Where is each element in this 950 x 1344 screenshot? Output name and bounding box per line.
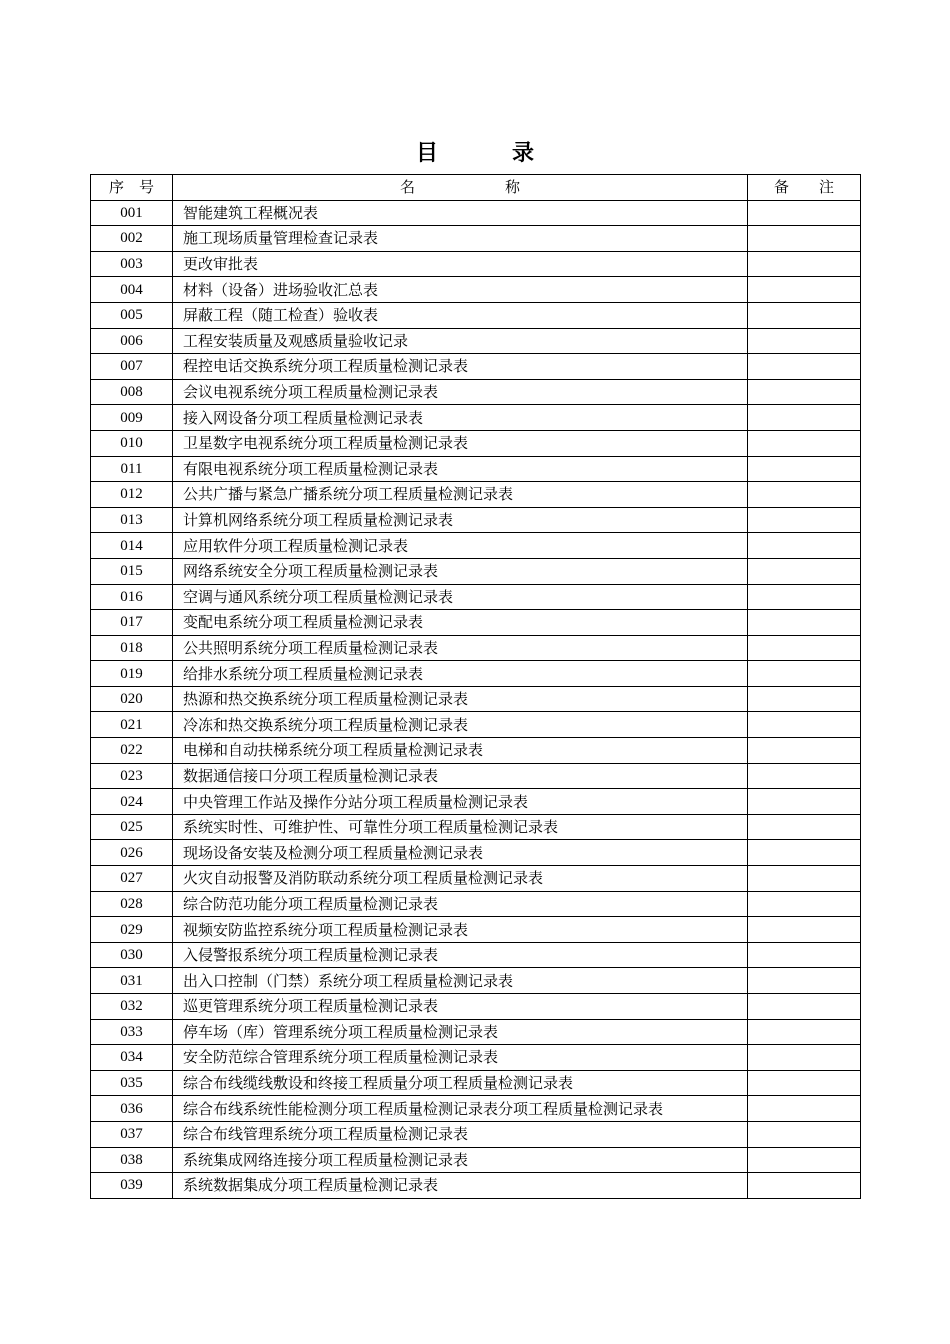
table-row bbox=[91, 456, 861, 482]
row-name: 安全防范综合管理系统分项工程质量检测记录表 bbox=[173, 1045, 748, 1071]
row-name: 现场设备安装及检测分项工程质量检测记录表 bbox=[173, 840, 748, 866]
table-row bbox=[91, 302, 861, 328]
row-name: 公共广播与紧急广播系统分项工程质量检测记录表 bbox=[173, 482, 748, 508]
row-note bbox=[748, 866, 861, 892]
row-note bbox=[748, 200, 861, 226]
row-note bbox=[748, 610, 861, 636]
row-note bbox=[748, 1045, 861, 1071]
row-name: 巡更管理系统分项工程质量检测记录表 bbox=[173, 994, 748, 1020]
row-num: 025 bbox=[91, 814, 173, 840]
table-header-row bbox=[91, 175, 861, 201]
table-row bbox=[91, 328, 861, 354]
table-row bbox=[91, 891, 861, 917]
row-name: 电梯和自动扶梯系统分项工程质量检测记录表 bbox=[173, 738, 748, 764]
table-row bbox=[91, 610, 861, 636]
row-num: 024 bbox=[91, 789, 173, 815]
row-note bbox=[748, 277, 861, 303]
table-row bbox=[91, 1173, 861, 1199]
row-num: 007 bbox=[91, 354, 173, 380]
row-note bbox=[748, 814, 861, 840]
table-row bbox=[91, 533, 861, 559]
row-name: 变配电系统分项工程质量检测记录表 bbox=[173, 610, 748, 636]
row-num: 015 bbox=[91, 558, 173, 584]
table-row bbox=[91, 866, 861, 892]
row-num: 034 bbox=[91, 1045, 173, 1071]
row-note bbox=[748, 251, 861, 277]
header-name: 名 称 bbox=[173, 175, 748, 201]
row-num: 026 bbox=[91, 840, 173, 866]
row-name: 视频安防监控系统分项工程质量检测记录表 bbox=[173, 917, 748, 943]
table-row bbox=[91, 482, 861, 508]
table-row bbox=[91, 430, 861, 456]
row-note bbox=[748, 917, 861, 943]
table-row bbox=[91, 789, 861, 815]
row-name: 入侵警报系统分项工程质量检测记录表 bbox=[173, 942, 748, 968]
row-num: 006 bbox=[91, 328, 173, 354]
row-num: 014 bbox=[91, 533, 173, 559]
row-name: 施工现场质量管理检查记录表 bbox=[173, 226, 748, 252]
row-name: 综合布线缆线敷设和终接工程质量分项工程质量检测记录表 bbox=[173, 1070, 748, 1096]
row-num: 032 bbox=[91, 994, 173, 1020]
row-note bbox=[748, 1096, 861, 1122]
row-note bbox=[748, 686, 861, 712]
row-name: 系统集成网络连接分项工程质量检测记录表 bbox=[173, 1147, 748, 1173]
row-note bbox=[748, 379, 861, 405]
table-row bbox=[91, 226, 861, 252]
row-name: 有限电视系统分项工程质量检测记录表 bbox=[173, 456, 748, 482]
row-name: 更改审批表 bbox=[173, 251, 748, 277]
row-note bbox=[748, 405, 861, 431]
row-num: 037 bbox=[91, 1121, 173, 1147]
row-num: 010 bbox=[91, 430, 173, 456]
table-row bbox=[91, 635, 861, 661]
row-name: 停车场（库）管理系统分项工程质量检测记录表 bbox=[173, 1019, 748, 1045]
row-name: 卫星数字电视系统分项工程质量检测记录表 bbox=[173, 430, 748, 456]
row-note bbox=[748, 661, 861, 687]
row-note bbox=[748, 558, 861, 584]
table-row bbox=[91, 379, 861, 405]
table-row bbox=[91, 1045, 861, 1071]
row-num: 016 bbox=[91, 584, 173, 610]
table-row bbox=[91, 686, 861, 712]
table-row bbox=[91, 584, 861, 610]
row-name: 系统实时性、可维护性、可靠性分项工程质量检测记录表 bbox=[173, 814, 748, 840]
table-row bbox=[91, 251, 861, 277]
table-row bbox=[91, 507, 861, 533]
row-num: 023 bbox=[91, 763, 173, 789]
row-note bbox=[748, 1173, 861, 1199]
page-title: 目 录 bbox=[415, 141, 560, 166]
row-num: 004 bbox=[91, 277, 173, 303]
row-num: 020 bbox=[91, 686, 173, 712]
row-name: 会议电视系统分项工程质量检测记录表 bbox=[173, 379, 748, 405]
row-num: 021 bbox=[91, 712, 173, 738]
row-note bbox=[748, 507, 861, 533]
row-note bbox=[748, 1019, 861, 1045]
table-body bbox=[91, 200, 861, 1198]
row-note bbox=[748, 712, 861, 738]
row-note bbox=[748, 226, 861, 252]
row-name: 屏蔽工程（随工检查）验收表 bbox=[173, 302, 748, 328]
row-name: 出入口控制（门禁）系统分项工程质量检测记录表 bbox=[173, 968, 748, 994]
table-row bbox=[91, 1019, 861, 1045]
row-num: 012 bbox=[91, 482, 173, 508]
row-name: 冷冻和热交换系统分项工程质量检测记录表 bbox=[173, 712, 748, 738]
row-note bbox=[748, 763, 861, 789]
row-name: 智能建筑工程概况表 bbox=[173, 200, 748, 226]
row-note bbox=[748, 1121, 861, 1147]
row-name: 接入网设备分项工程质量检测记录表 bbox=[173, 405, 748, 431]
row-name: 应用软件分项工程质量检测记录表 bbox=[173, 533, 748, 559]
row-num: 030 bbox=[91, 942, 173, 968]
row-name: 数据通信接口分项工程质量检测记录表 bbox=[173, 763, 748, 789]
row-note bbox=[748, 994, 861, 1020]
row-num: 001 bbox=[91, 200, 173, 226]
header-num: 序 号 bbox=[91, 175, 173, 201]
toc-table bbox=[90, 174, 861, 1199]
row-note bbox=[748, 430, 861, 456]
row-num: 011 bbox=[91, 456, 173, 482]
row-note bbox=[748, 482, 861, 508]
table-row bbox=[91, 942, 861, 968]
row-name: 热源和热交换系统分项工程质量检测记录表 bbox=[173, 686, 748, 712]
row-num: 005 bbox=[91, 302, 173, 328]
row-name: 综合布线系统性能检测分项工程质量检测记录表分项工程质量检测记录表 bbox=[173, 1096, 748, 1122]
row-note bbox=[748, 533, 861, 559]
row-name: 中央管理工作站及操作分站分项工程质量检测记录表 bbox=[173, 789, 748, 815]
row-note bbox=[748, 891, 861, 917]
row-name: 给排水系统分项工程质量检测记录表 bbox=[173, 661, 748, 687]
table-row bbox=[91, 1096, 861, 1122]
row-name: 计算机网络系统分项工程质量检测记录表 bbox=[173, 507, 748, 533]
row-name: 工程安装质量及观感质量验收记录 bbox=[173, 328, 748, 354]
row-num: 022 bbox=[91, 738, 173, 764]
row-name: 火灾自动报警及消防联动系统分项工程质量检测记录表 bbox=[173, 866, 748, 892]
table-row bbox=[91, 840, 861, 866]
row-num: 039 bbox=[91, 1173, 173, 1199]
table-row bbox=[91, 558, 861, 584]
table-row bbox=[91, 405, 861, 431]
row-name: 材料（设备）进场验收汇总表 bbox=[173, 277, 748, 303]
row-name: 综合防范功能分项工程质量检测记录表 bbox=[173, 891, 748, 917]
table-row bbox=[91, 661, 861, 687]
row-num: 033 bbox=[91, 1019, 173, 1045]
table-row bbox=[91, 968, 861, 994]
row-note bbox=[748, 584, 861, 610]
header-note: 备 注 bbox=[748, 175, 861, 201]
row-note bbox=[748, 635, 861, 661]
row-num: 002 bbox=[91, 226, 173, 252]
row-note bbox=[748, 738, 861, 764]
row-num: 009 bbox=[91, 405, 173, 431]
row-note bbox=[748, 354, 861, 380]
row-num: 027 bbox=[91, 866, 173, 892]
row-num: 019 bbox=[91, 661, 173, 687]
row-num: 031 bbox=[91, 968, 173, 994]
row-name: 空调与通风系统分项工程质量检测记录表 bbox=[173, 584, 748, 610]
row-note bbox=[748, 942, 861, 968]
row-num: 035 bbox=[91, 1070, 173, 1096]
table-row bbox=[91, 814, 861, 840]
table-row bbox=[91, 917, 861, 943]
row-note bbox=[748, 789, 861, 815]
row-note bbox=[748, 840, 861, 866]
row-num: 013 bbox=[91, 507, 173, 533]
row-num: 018 bbox=[91, 635, 173, 661]
row-name: 网络系统安全分项工程质量检测记录表 bbox=[173, 558, 748, 584]
table-row bbox=[91, 200, 861, 226]
row-note bbox=[748, 302, 861, 328]
table-row bbox=[91, 277, 861, 303]
row-note bbox=[748, 328, 861, 354]
row-num: 008 bbox=[91, 379, 173, 405]
row-num: 038 bbox=[91, 1147, 173, 1173]
row-note bbox=[748, 456, 861, 482]
row-name: 系统数据集成分项工程质量检测记录表 bbox=[173, 1173, 748, 1199]
table-row bbox=[91, 738, 861, 764]
row-note bbox=[748, 1070, 861, 1096]
table-row bbox=[91, 994, 861, 1020]
table-row bbox=[91, 1070, 861, 1096]
row-num: 017 bbox=[91, 610, 173, 636]
table-row bbox=[91, 763, 861, 789]
row-num: 028 bbox=[91, 891, 173, 917]
table-row bbox=[91, 712, 861, 738]
row-name: 程控电话交换系统分项工程质量检测记录表 bbox=[173, 354, 748, 380]
row-num: 029 bbox=[91, 917, 173, 943]
row-name: 公共照明系统分项工程质量检测记录表 bbox=[173, 635, 748, 661]
row-num: 036 bbox=[91, 1096, 173, 1122]
table-row bbox=[91, 1121, 861, 1147]
table-row bbox=[91, 354, 861, 380]
row-name: 综合布线管理系统分项工程质量检测记录表 bbox=[173, 1121, 748, 1147]
row-note bbox=[748, 1147, 861, 1173]
row-note bbox=[748, 968, 861, 994]
table-row bbox=[91, 1147, 861, 1173]
row-num: 003 bbox=[91, 251, 173, 277]
